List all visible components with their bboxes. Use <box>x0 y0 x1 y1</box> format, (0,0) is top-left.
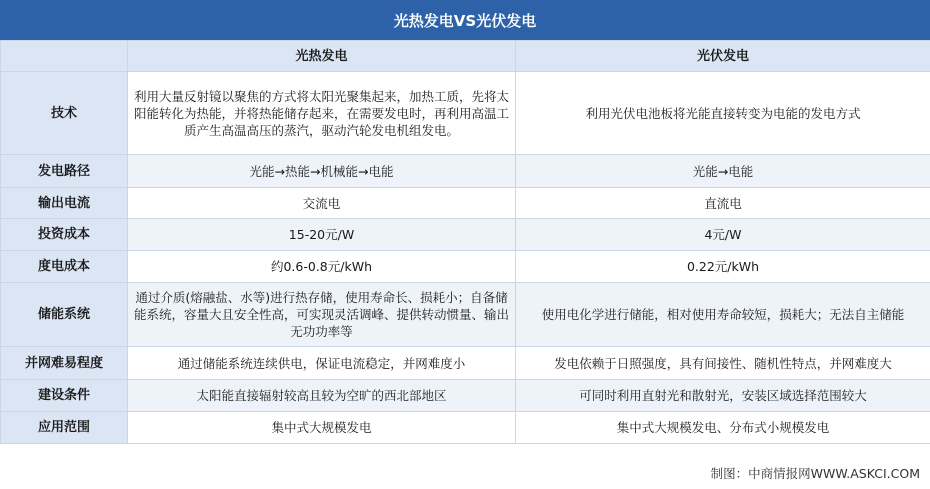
row-label: 发电路径 <box>1 155 128 188</box>
cell-solar-thermal: 交流电 <box>128 188 516 219</box>
cell-photovoltaic: 光能→电能 <box>516 155 930 188</box>
cell-solar-thermal: 15-20元/W <box>128 219 516 251</box>
table-row <box>1 347 930 380</box>
cell-photovoltaic: 可同时利用直射光和散射光，安装区域选择范围较大 <box>516 380 930 412</box>
cell-photovoltaic: 集中式大规模发电、分布式小规模发电 <box>516 412 930 444</box>
row-label: 建设条件 <box>1 380 128 412</box>
cell-solar-thermal: 集中式大规模发电 <box>128 412 516 444</box>
header-photovoltaic: 光伏发电 <box>516 41 930 72</box>
table-row <box>1 283 930 347</box>
page-title: 光热发电VS光伏发电 <box>0 0 930 40</box>
cell-solar-thermal: 通过储能系统连续供电，保证电流稳定，并网难度小 <box>128 347 516 380</box>
header-solar-thermal: 光热发电 <box>128 41 516 72</box>
row-label: 应用范围 <box>1 412 128 444</box>
cell-photovoltaic: 利用光伏电池板将光能直接转变为电能的发电方式 <box>516 72 930 155</box>
table-row <box>1 219 930 251</box>
table-row <box>1 155 930 188</box>
cell-solar-thermal: 太阳能直接辐射较高且较为空旷的西北部地区 <box>128 380 516 412</box>
cell-photovoltaic: 直流电 <box>516 188 930 219</box>
comparison-table <box>0 40 930 444</box>
cell-solar-thermal: 光能→热能→机械能→电能 <box>128 155 516 188</box>
cell-solar-thermal: 约0.6-0.8元/kWh <box>128 251 516 283</box>
row-label: 并网难易程度 <box>1 347 128 380</box>
table-row <box>1 251 930 283</box>
cell-solar-thermal: 通过介质(熔融盐、水等)进行热存储，使用寿命长、损耗小；自备储能系统，容量大且安全性高，可实现灵活调峰、提供转动惯量、输出无功功率等 <box>128 283 516 347</box>
cell-solar-thermal: 利用大量反射镜以聚焦的方式将太阳光聚集起来，加热工质，先将太阳能转化为热能，并将热能储存起来，在需要发电时，再利用高温工质产生高温高压的蒸汽，驱动汽轮发电机组发电。 <box>128 72 516 155</box>
row-label: 投资成本 <box>1 219 128 251</box>
cell-photovoltaic: 发电依赖于日照强度，具有间接性、随机性特点，并网难度大 <box>516 347 930 380</box>
table-header-row <box>1 41 930 72</box>
table-row <box>1 72 930 155</box>
table-row <box>1 188 930 219</box>
table-row <box>1 380 930 412</box>
source-credit: 制图：中商情报网WWW.ASKCI.COM <box>710 466 920 481</box>
row-label: 技术 <box>1 72 128 155</box>
row-label: 储能系统 <box>1 283 128 347</box>
header-corner <box>1 41 128 72</box>
cell-photovoltaic: 4元/W <box>516 219 930 251</box>
cell-photovoltaic: 使用电化学进行储能，相对使用寿命较短，损耗大；无法自主储能 <box>516 283 930 347</box>
row-label: 输出电流 <box>1 188 128 219</box>
table-row <box>1 412 930 444</box>
row-label: 度电成本 <box>1 251 128 283</box>
cell-photovoltaic: 0.22元/kWh <box>516 251 930 283</box>
